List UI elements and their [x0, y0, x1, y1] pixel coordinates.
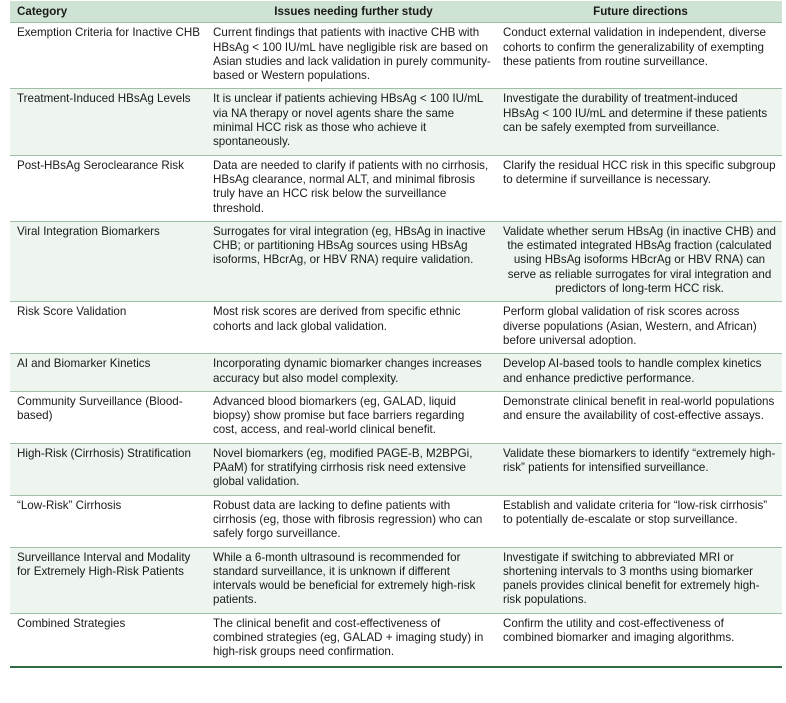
- row-category: Risk Score Validation: [17, 305, 127, 319]
- table-row: [10, 155, 782, 221]
- row-issues: Robust data are lacking to define patients with cirrhosis (eg, those with fibrosis regression) who can safely forgo surveillance.: [213, 498, 483, 541]
- table-row: [10, 221, 782, 301]
- row-directions: Confirm the utility and cost-effectiveness of combined biomarker and imaging algorithms.: [503, 616, 735, 644]
- row-directions: Conduct external validation in independent, diverse cohorts to confirm the generalizability of exempting these patients from routine surveillance.: [503, 26, 766, 68]
- row-category: Surveillance Interval and Modality for Extremely High-Risk Patients: [17, 550, 191, 578]
- table-row: [10, 23, 782, 89]
- header-row: [10, 1, 782, 23]
- row-category: Community Surveillance (Blood-based): [17, 394, 183, 423]
- row-category: High-Risk (Cirrhosis) Stratification: [17, 446, 191, 460]
- row-issues: Advanced blood biomarkers (eg, GALAD, liquid biopsy) show promise but face barriers regarding cost, access, and real-world clinical benefit.: [213, 394, 465, 437]
- table-row: [10, 354, 782, 392]
- row-category: Treatment-Induced HBsAg Levels: [17, 92, 191, 106]
- row-directions: Validate whether serum HBsAg (in inactive CHB) and the estimated integrated HBsAg fraction (calculated using HBsAg isoforms HBcrAg or HBV RNA) can serve as reliable surrogates for viral integration and predictors of long-term HCC risk.: [503, 224, 777, 296]
- row-category: Viral Integration Biomarkers: [17, 224, 160, 238]
- table-row: [10, 495, 782, 547]
- research-gaps-table-container: [10, 0, 782, 668]
- row-issues: The clinical benefit and cost-effectiveness of combined strategies (eg, GALAD + imaging study) in high-risk groups need confirmation.: [213, 616, 484, 659]
- table-row: [10, 89, 782, 155]
- row-issues: Current findings that patients with inactive CHB with HBsAg < 100 IU/mL have negligible risk are based on Asian studies and lack validation in purely community-based or Western populations.: [213, 26, 491, 83]
- header-issues: Issues needing further study: [208, 1, 498, 23]
- row-directions: Develop AI-based tools to handle complex kinetics and enhance predictive performance.: [503, 357, 762, 385]
- row-directions: Establish and validate criteria for “low-risk cirrhosis” to potentially de-escalate or stop surveillance.: [503, 498, 768, 526]
- row-category: Combined Strategies: [17, 616, 126, 630]
- row-category: AI and Biomarker Kinetics: [17, 357, 151, 371]
- table-row: [10, 443, 782, 495]
- table-row: [10, 547, 782, 613]
- research-gaps-table: [10, 1, 782, 665]
- header-directions: Future directions: [498, 1, 782, 23]
- row-issues: While a 6-month ultrasound is recommended for standard surveillance, it is unknown if different intervals would be beneficial for extremely high-risk patients.: [213, 550, 476, 607]
- row-issues: Most risk scores are derived from specific ethnic cohorts and lack global validation.: [213, 305, 461, 333]
- row-issues: Data are needed to clarify if patients with no cirrhosis, HBsAg clearance, normal ALT, and minimal fibrosis truly have an HCC risk below the surveillance threshold.: [213, 158, 489, 215]
- table-bottom-rule: [10, 666, 782, 668]
- table-header: [10, 1, 782, 23]
- row-category: “Low-Risk” Cirrhosis: [17, 498, 122, 512]
- row-directions: Investigate the durability of treatment-induced HBsAg < 100 IU/mL and determine if these patients can be safely exempted from surveillance.: [503, 92, 768, 135]
- row-category: Post-HBsAg Seroclearance Risk: [17, 158, 184, 172]
- row-directions: Validate these biomarkers to identify “extremely high-risk” patients for intensified surveillance.: [503, 446, 776, 475]
- table-body: [10, 23, 782, 665]
- table-row: [10, 391, 782, 443]
- row-issues: It is unclear if patients achieving HBsAg < 100 IU/mL via NA therapy or novel agents share the same minimal HCC risk as those who achieve it spontaneously.: [213, 92, 483, 149]
- row-directions: Perform global validation of risk scores across diverse populations (Asian, Western, and African) before universal adoption.: [503, 305, 757, 347]
- row-issues: Novel biomarkers (eg, modified PAGE-B, M2BPGi, PAaM) for stratifying cirrhosis risk need extensive global validation.: [213, 446, 473, 489]
- row-issues: Surrogates for viral integration (eg, HBsAg in inactive CHB; or partitioning HBsAg sources using HBsAg isoforms, HBcrAg, or HBV RNA) require validation.: [213, 224, 486, 267]
- row-directions: Investigate if switching to abbreviated MRI or shortening intervals to 3 months using biomarker panels provides clinical benefit for extremely high-risk populations.: [503, 550, 760, 607]
- row-issues: Incorporating dynamic biomarker changes increases accuracy but also model complexity.: [213, 357, 482, 385]
- header-category: Category: [10, 1, 208, 23]
- table-row: [10, 302, 782, 354]
- table-row: [10, 613, 782, 664]
- row-directions: Demonstrate clinical benefit in real-world populations and ensure the availability of cost-effective assays.: [503, 394, 775, 423]
- row-category: Exemption Criteria for Inactive CHB: [17, 26, 200, 40]
- row-directions: Clarify the residual HCC risk in this specific subgroup to determine if surveillance is necessary.: [503, 158, 776, 186]
